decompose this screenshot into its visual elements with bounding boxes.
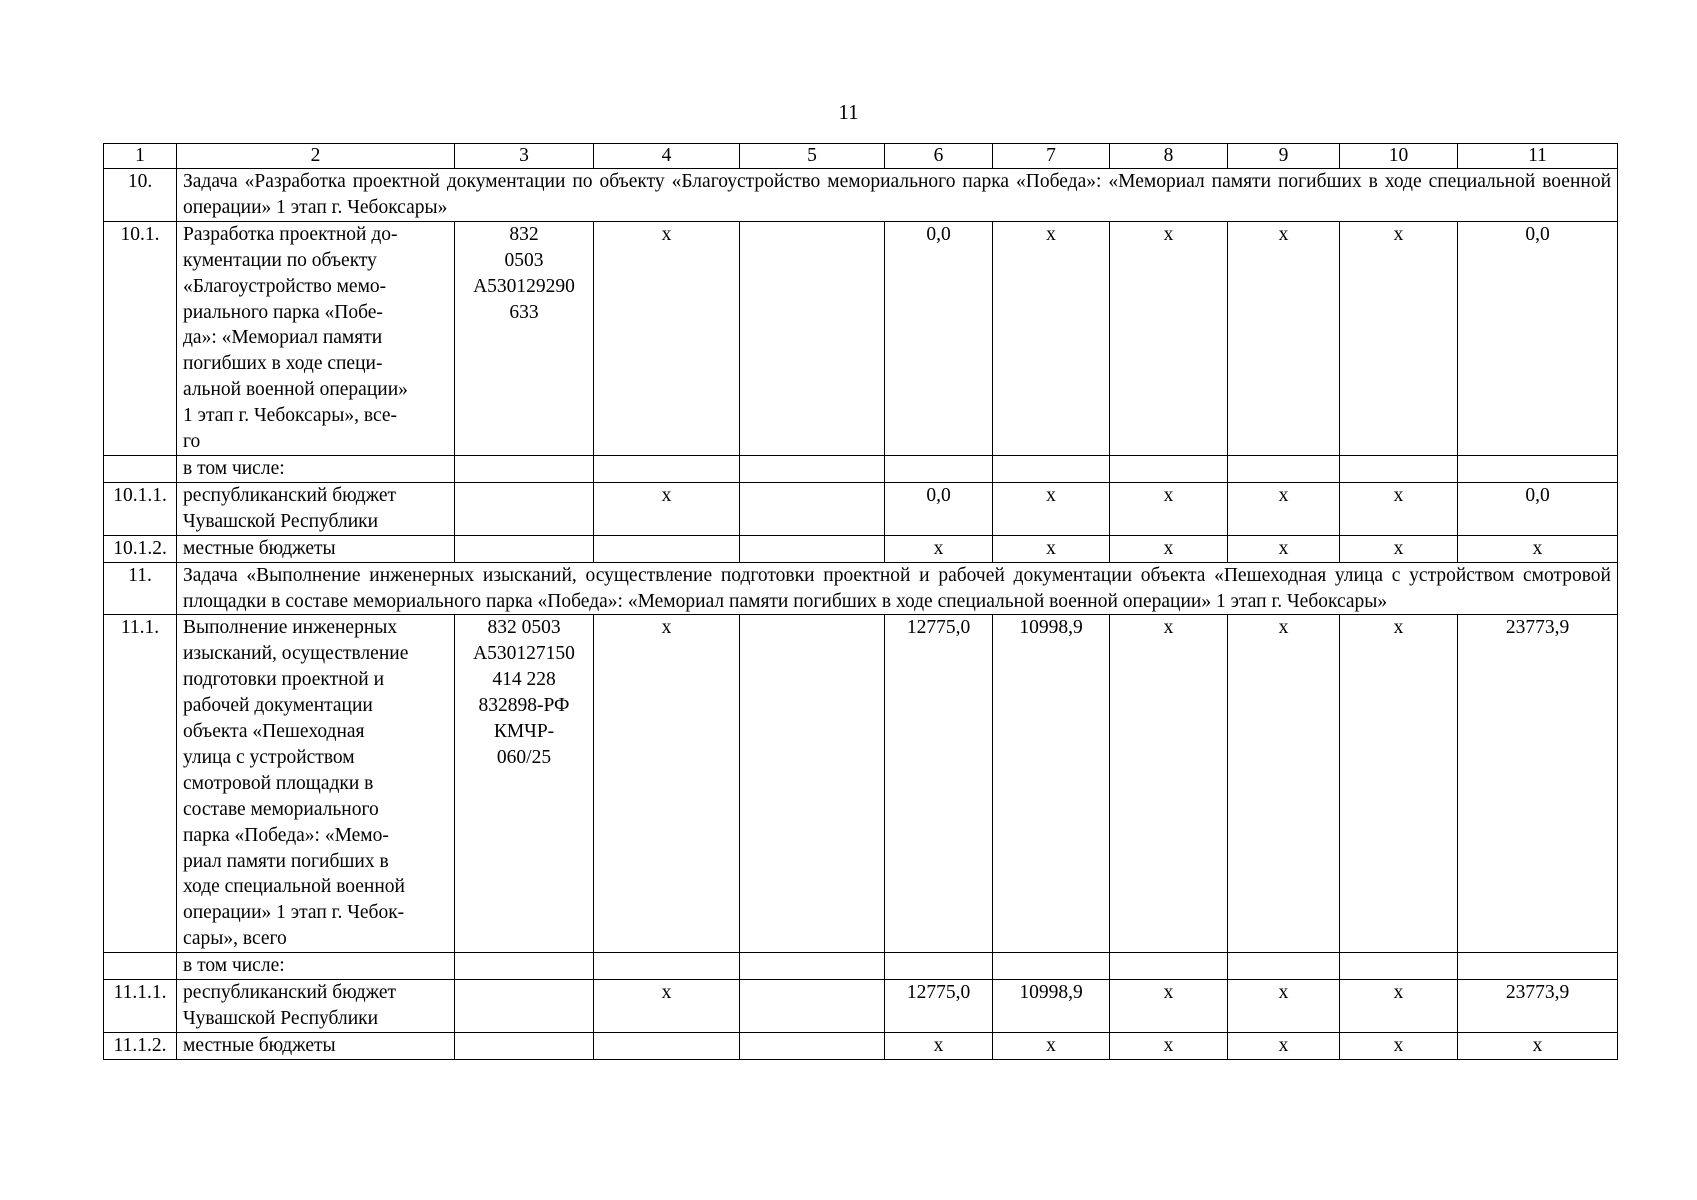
cell-col7: 10998,9 [993, 615, 1110, 953]
table-row-11-1 [104, 615, 1618, 953]
cell-col4 [594, 1032, 740, 1059]
row-name [177, 482, 455, 535]
cell-col11: 23773,9 [1458, 615, 1618, 953]
row-number: 10. [104, 169, 177, 222]
code-line: А530129290 [473, 275, 575, 297]
empty-cell [1110, 455, 1228, 482]
name-line: объекта «Пешеходная [183, 721, 365, 743]
name-line: республиканский бюджет [183, 982, 397, 1004]
cell-col5 [740, 980, 885, 1033]
header-cell: 11 [1458, 144, 1618, 169]
cell-col6: x [885, 535, 993, 562]
name-line: подготовки проектной и [183, 669, 385, 691]
task-description: Задача «Разработка проектной документации по объекту «Благоустройство мемориального парка «Победа»: «Мемориал памяти погибших в ходе специальной военной операции» 1 этап г. Чебоксары» [177, 169, 1618, 222]
name-line: составе мемориального [183, 798, 379, 820]
name-line: рабочей документации [183, 695, 373, 717]
code-line: 0503 [504, 249, 544, 271]
table-row-11-1-1 [104, 980, 1618, 1033]
name-line: риал памяти погибших в [183, 850, 389, 872]
header-cell: 8 [1110, 144, 1228, 169]
cell-col10: x [1340, 980, 1458, 1033]
cell-col7: x [993, 535, 1110, 562]
cell-col11: x [1458, 535, 1618, 562]
empty-cell [104, 455, 177, 482]
budget-code [455, 615, 594, 953]
row-name [177, 980, 455, 1033]
budget-code [455, 1032, 594, 1059]
header-cell: 5 [740, 144, 885, 169]
cell-col11: 0,0 [1458, 482, 1618, 535]
name-line: кументации по объекту [183, 249, 377, 271]
table-row-task-11 [104, 562, 1618, 615]
cell-col11: 23773,9 [1458, 980, 1618, 1033]
code-line: 060/25 [496, 746, 552, 768]
code-line: 832 0503 [487, 617, 561, 639]
row-name [177, 221, 455, 455]
including-label: в том числе: [177, 953, 455, 980]
row-name: местные бюджеты [177, 535, 455, 562]
cell-col8: x [1110, 615, 1228, 953]
cell-col9: x [1228, 980, 1340, 1033]
budget-table [103, 143, 1618, 1060]
row-number: 11.1.1. [104, 980, 177, 1033]
header-cell: 3 [455, 144, 594, 169]
table-row-11-1-2 [104, 1032, 1618, 1059]
cell-col10: x [1340, 615, 1458, 953]
cell-col9: x [1228, 221, 1340, 455]
cell-col8: x [1110, 1032, 1228, 1059]
empty-cell [740, 455, 885, 482]
name-line: погибших в ходе специ- [183, 353, 383, 375]
header-cell: 7 [993, 144, 1110, 169]
table-row-10-1-1 [104, 482, 1618, 535]
name-line: изысканий, осуществление [183, 643, 409, 665]
name-line: Чувашской Республики [183, 510, 379, 532]
header-cell: 1 [104, 144, 177, 169]
cell-col10: x [1340, 535, 1458, 562]
row-number: 11. [104, 562, 177, 615]
header-cell: 6 [885, 144, 993, 169]
name-line: республиканский бюджет [183, 484, 397, 506]
code-line: 832 [509, 223, 539, 245]
empty-cell [1340, 455, 1458, 482]
cell-col10: x [1340, 221, 1458, 455]
cell-col4: x [594, 980, 740, 1033]
empty-cell [740, 953, 885, 980]
cell-col6: 12775,0 [885, 980, 993, 1033]
name-line: 1 этап г. Чебоксары», все- [183, 405, 398, 427]
cell-col9: x [1228, 615, 1340, 953]
name-line: смотровой площадки в [183, 772, 374, 794]
header-cell: 2 [177, 144, 455, 169]
budget-code [455, 535, 594, 562]
table-row-10-1 [104, 221, 1618, 455]
cell-col4: x [594, 615, 740, 953]
cell-col9: x [1228, 535, 1340, 562]
cell-col10: x [1340, 1032, 1458, 1059]
cell-col8: x [1110, 535, 1228, 562]
name-line: Чувашской Республики [183, 1008, 379, 1029]
row-number: 10.1. [104, 221, 177, 455]
name-line: Разработка проектной до- [183, 223, 398, 245]
name-line: Выполнение инженерных [183, 617, 398, 639]
budget-code [455, 482, 594, 535]
header-cell: 9 [1228, 144, 1340, 169]
name-line: «Благоустройство мемо- [183, 275, 387, 297]
cell-col8: x [1110, 482, 1228, 535]
cell-col5 [740, 615, 885, 953]
page-number: 11 [838, 100, 859, 124]
cell-col4: x [594, 482, 740, 535]
name-line: го [183, 431, 201, 453]
row-name: местные бюджеты [177, 1032, 455, 1059]
name-line: парка «Победа»: «Мемо- [183, 824, 389, 846]
budget-code [455, 980, 594, 1033]
row-number: 10.1.2. [104, 535, 177, 562]
empty-cell [1228, 455, 1340, 482]
cell-col8: x [1110, 221, 1228, 455]
cell-col6: 12775,0 [885, 615, 993, 953]
name-line: улица с устройством [183, 746, 355, 768]
table-row-11-1-including [104, 953, 1618, 980]
cell-col7: x [993, 221, 1110, 455]
cell-col4: x [594, 221, 740, 455]
including-label: в том числе: [177, 455, 455, 482]
cell-col5 [740, 221, 885, 455]
cell-col6: 0,0 [885, 221, 993, 455]
cell-col7: 10998,9 [993, 980, 1110, 1033]
empty-cell [455, 455, 594, 482]
cell-col6: x [885, 1032, 993, 1059]
task-description: Задача «Выполнение инженерных изысканий, осуществление подготовки проектной и рабочей документации объекта «Пешеходная улица с устройством смотровой площадки в составе мемориального парка «Победа»: «Мемориал памяти погибших в ходе специальной военной операции» 1 этап г. Чебоксары» [177, 562, 1618, 615]
cell-col7: x [993, 482, 1110, 535]
empty-cell [993, 455, 1110, 482]
cell-col5 [740, 535, 885, 562]
cell-col5 [740, 482, 885, 535]
cell-col8: x [1110, 980, 1228, 1033]
table-row-10-1-including [104, 455, 1618, 482]
code-line: КМЧР- [493, 721, 555, 743]
cell-col9: x [1228, 1032, 1340, 1059]
name-line: операции» 1 этап г. Чебок- [183, 902, 405, 924]
header-cell: 10 [1340, 144, 1458, 169]
name-line: сары», всего [183, 928, 287, 950]
row-name [177, 615, 455, 953]
empty-cell [594, 455, 740, 482]
cell-col6: 0,0 [885, 482, 993, 535]
empty-cell [594, 953, 740, 980]
table-row-10-1-2 [104, 535, 1618, 562]
cell-col4 [594, 535, 740, 562]
row-number: 11.1.2. [104, 1032, 177, 1059]
code-line: 832898-РФ [478, 695, 570, 717]
code-line: 414 228 [492, 669, 556, 691]
empty-cell [104, 953, 177, 980]
cell-col11: 0,0 [1458, 221, 1618, 455]
cell-col10: x [1340, 482, 1458, 535]
empty-cell [1458, 455, 1618, 482]
header-cell: 4 [594, 144, 740, 169]
empty-cell [885, 953, 993, 980]
empty-cell [455, 953, 594, 980]
code-line: 633 [509, 301, 539, 323]
empty-cell [1110, 953, 1228, 980]
empty-cell [1228, 953, 1340, 980]
name-line: альной военной операции» [183, 379, 408, 401]
row-number: 11.1. [104, 615, 177, 953]
row-number: 10.1.1. [104, 482, 177, 535]
empty-cell [1340, 953, 1458, 980]
empty-cell [885, 455, 993, 482]
name-line: да»: «Мемориал памяти [183, 327, 383, 349]
cell-col7: x [993, 1032, 1110, 1059]
cell-col9: x [1228, 482, 1340, 535]
code-line: А530127150 [473, 643, 575, 665]
budget-code [455, 221, 594, 455]
table-header-row [104, 144, 1618, 169]
table-row-task-10 [104, 169, 1618, 222]
empty-cell [1458, 953, 1618, 980]
cell-col11: x [1458, 1032, 1618, 1059]
name-line: риального парка «Побе- [183, 301, 383, 323]
name-line: ходе специальной военной [183, 876, 405, 898]
empty-cell [993, 953, 1110, 980]
cell-col5 [740, 1032, 885, 1059]
